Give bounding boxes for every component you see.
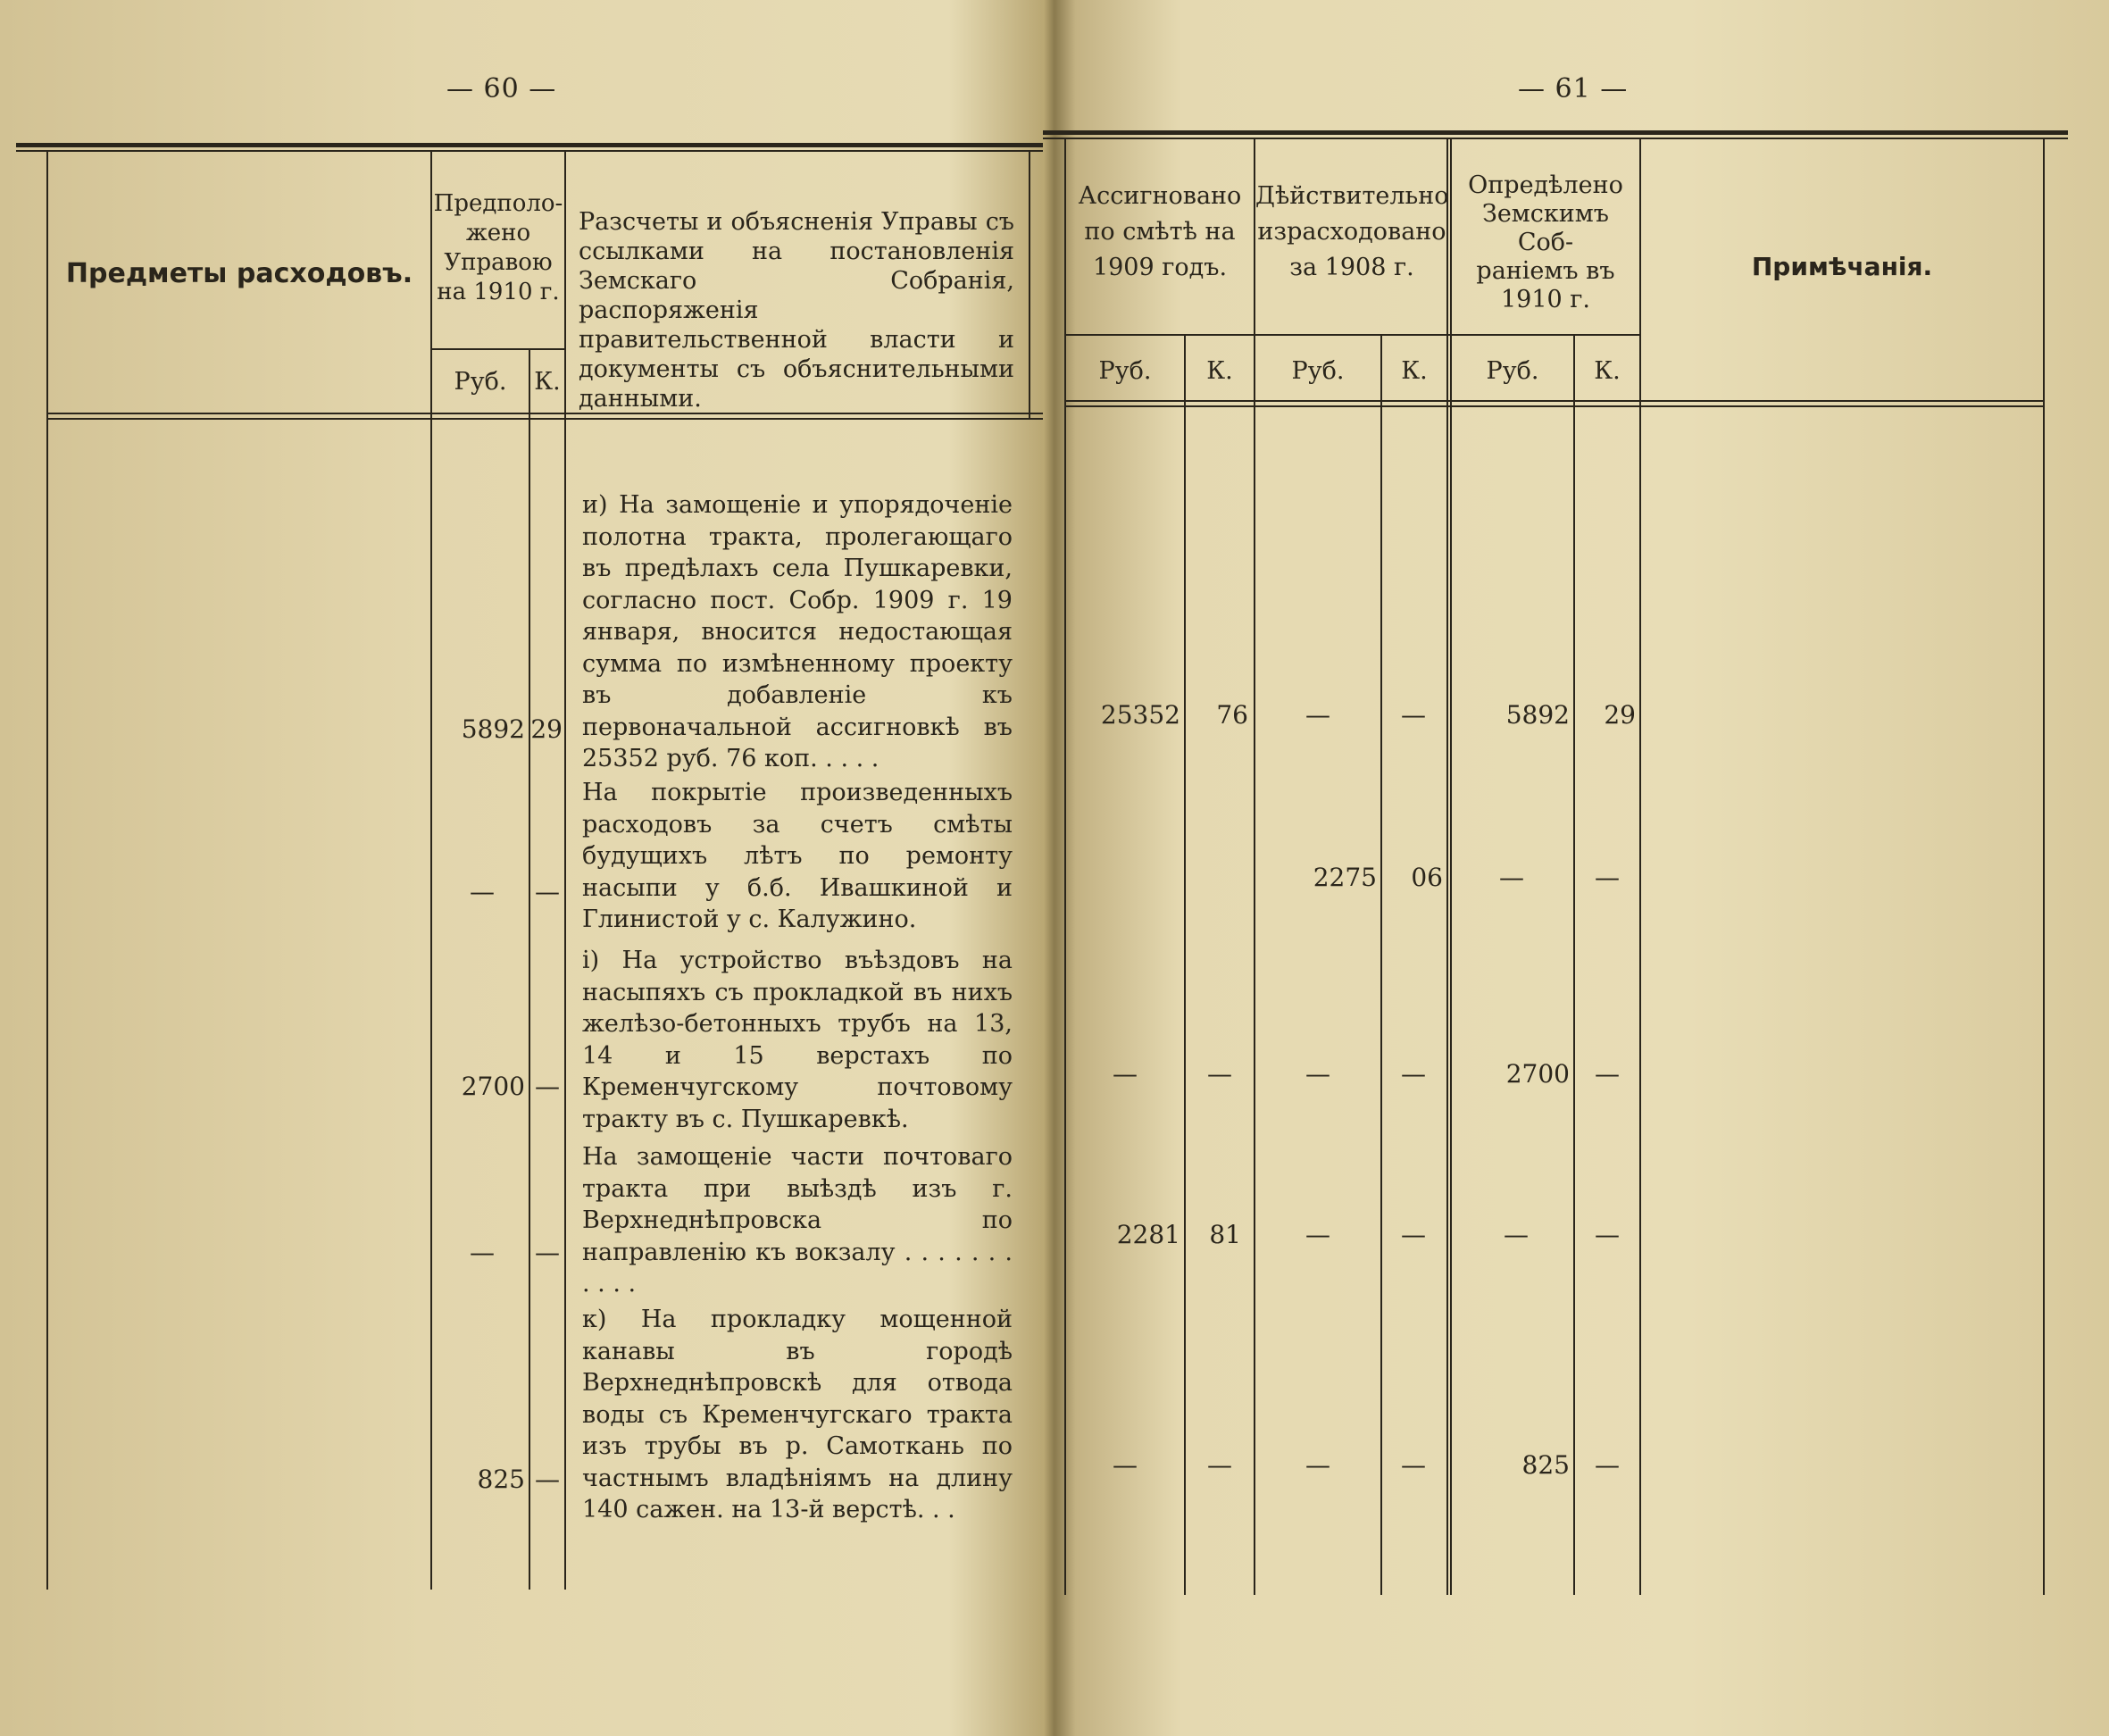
col-line xyxy=(1029,152,1030,420)
unit-kop: К. xyxy=(1594,357,1621,385)
spent-rub: 2275 xyxy=(1313,863,1377,892)
assigned-kop: 76 xyxy=(1216,700,1248,730)
row-text: На покрытіе произведенныхъ расходовъ за счетъ смѣты будущихъ лѣтъ по ремонту насыпи у б.б. Ивашкиной и Глинистой у с. Калужино. xyxy=(582,779,1013,933)
det-rub: 2700 xyxy=(1505,1059,1570,1089)
unit-kop: К. xyxy=(1206,357,1233,385)
assigned-rub: 25352 xyxy=(1100,700,1180,730)
header-explanations: Разсчеты и объясненія Управы съ ссылками на постановленія Земскаго Собранія, распоряженія правительственной власти и документы съ объяснительными данными. xyxy=(579,208,1014,413)
spent-kop: 06 xyxy=(1411,863,1443,892)
proposed-rub: 5892 xyxy=(461,714,525,744)
top-rule-thin xyxy=(1043,138,2068,139)
det-kop: — xyxy=(1595,863,1620,892)
unit-rub: Руб. xyxy=(1098,357,1152,385)
proposed-kop: — xyxy=(535,1238,560,1267)
col-line xyxy=(1639,139,1641,1595)
header-bottom-rule-2 xyxy=(1064,405,2043,407)
right-page xyxy=(1043,0,2109,1736)
row-text: к) На прокладку мощенной канавы въ городѣ Верхнеднѣпровскѣ для отвода воды съ Кременчугскаго тракта изъ трубы въ р. Самоткань по частнымъ владѣніямъ на длину 140 сажен. на 13-й верстѣ. . . xyxy=(582,1306,1013,1523)
col-line xyxy=(1573,336,1575,1595)
row-text: На замощеніе части почтоваго тракта при выѣздѣ изъ г. Верхнеднѣпровска по направленію къ вокзалу . . . . . . . . . . . xyxy=(582,1143,1013,1298)
col-line xyxy=(46,152,48,1590)
top-rule-thin xyxy=(16,150,1043,152)
col-line xyxy=(564,152,566,1590)
det-rub: 5892 xyxy=(1505,700,1570,730)
spent-kop: — xyxy=(1401,1220,1426,1249)
unit-rub: Руб. xyxy=(454,368,507,396)
assigned-rub: — xyxy=(1113,1450,1138,1480)
unit-rub: Руб. xyxy=(1291,357,1345,385)
header-notes: Примѣчанія. xyxy=(1751,252,1933,281)
proposed-rub: — xyxy=(470,1238,495,1267)
header-spent: Дѣйствительно израсходовано за 1908 г. xyxy=(1255,182,1449,281)
proposed-kop: — xyxy=(535,1072,560,1101)
header-determined: Опредѣлено Земскимъ Соб- раніемъ въ 1910 г. xyxy=(1468,171,1623,313)
assigned-kop: 81 xyxy=(1209,1220,1241,1249)
left-page xyxy=(0,0,1043,1736)
det-kop: — xyxy=(1595,1059,1620,1089)
spent-rub: — xyxy=(1305,700,1330,730)
row-text: и) На замощеніе и упорядоченіе полотна тракта, пролегающаго въ предѣлахъ села Пушкаревки, согласно пост. Собр. 1909 г. 19 января, вносится недостающая сумма по измѣненному проекту въ добавленіе къ первоначальной ассигновкѣ въ 25352 руб. 76 коп. . . . . xyxy=(582,491,1013,772)
det-rub: — xyxy=(1504,1220,1529,1249)
col-line xyxy=(1184,336,1186,1595)
subheader-rule xyxy=(432,348,564,350)
top-rule xyxy=(16,143,1043,147)
left-page-number: — 60 — xyxy=(446,73,557,104)
header-proposed: Предполо- жено Управою на 1910 г. xyxy=(433,190,563,305)
col-line xyxy=(2043,139,2045,1595)
proposed-kop: — xyxy=(535,1465,560,1494)
proposed-rub: — xyxy=(470,877,495,906)
spent-kop: — xyxy=(1401,1059,1426,1089)
det-rub: — xyxy=(1499,863,1524,892)
proposed-kop: — xyxy=(535,877,560,906)
assigned-kop: — xyxy=(1207,1450,1232,1480)
assigned-kop: — xyxy=(1207,1059,1232,1089)
det-kop: — xyxy=(1595,1450,1620,1480)
proposed-rub: 825 xyxy=(477,1465,525,1494)
spent-rub: — xyxy=(1305,1059,1330,1089)
header-items: Предметы расходовъ. xyxy=(65,258,413,289)
det-kop: — xyxy=(1595,1220,1620,1249)
top-rule xyxy=(1043,130,2068,135)
proposed-kop: 29 xyxy=(530,714,563,744)
subheader-rule xyxy=(1064,334,1639,336)
col-line xyxy=(529,348,530,1590)
row-text: і) На устройство въѣздовъ на насыпяхъ съ прокладкой въ нихъ желѣзо-бетонныхъ трубъ на 13, 14 и 15 верстахъ по Кременчугскому почтовому тракту въ с. Пушкаревкѣ. xyxy=(582,947,1013,1133)
assigned-rub: — xyxy=(1113,1059,1138,1089)
unit-kop: К. xyxy=(534,368,561,396)
assigned-rub: 2281 xyxy=(1116,1220,1180,1249)
proposed-rub: 2700 xyxy=(461,1072,525,1101)
unit-kop: К. xyxy=(1401,357,1428,385)
spent-kop: — xyxy=(1401,1450,1426,1480)
col-line xyxy=(1446,139,1448,1595)
header-bottom-rule-2 xyxy=(46,418,1043,420)
spent-kop: — xyxy=(1401,700,1426,730)
det-rub: 825 xyxy=(1521,1450,1570,1480)
header-bottom-rule xyxy=(1064,400,2043,402)
header-assigned: Ассигновано по смѣтѣ на 1909 годъ. xyxy=(1078,182,1242,281)
det-kop: 29 xyxy=(1604,700,1636,730)
right-page-number: — 61 — xyxy=(1518,73,1629,104)
unit-rub: Руб. xyxy=(1486,357,1539,385)
spent-rub: — xyxy=(1305,1220,1330,1249)
col-line xyxy=(1380,336,1382,1595)
spent-rub: — xyxy=(1305,1450,1330,1480)
